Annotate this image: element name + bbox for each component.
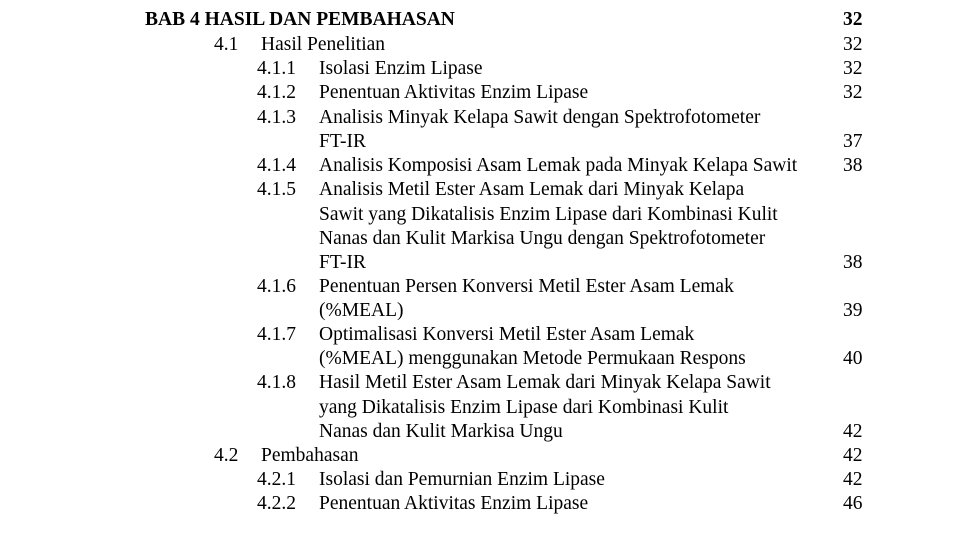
toc-entry-page: 42	[843, 445, 863, 466]
toc-entry-page: 38	[843, 252, 863, 273]
toc-entry-number: 4.1.2	[257, 82, 296, 103]
toc-entry-title-line: FT-IR	[319, 252, 366, 273]
toc-entry-number: 4.1	[214, 34, 239, 55]
toc-entry-title-line: yang Dikatalisis Enzim Lipase dari Kombinasi Kulit	[319, 397, 729, 418]
toc-entry-title-line: Penentuan Persen Konversi Metil Ester Asam Lemak	[319, 276, 734, 297]
toc-entry-title: Penentuan Aktivitas Enzim Lipase	[319, 493, 589, 514]
toc-entry-page: 39	[843, 300, 863, 321]
toc-entry-page: 46	[843, 493, 863, 514]
toc-entry-title-line: Sawit yang Dikatalisis Enzim Lipase dari Kombinasi Kulit	[319, 204, 778, 225]
toc-entry-title: Pembahasan	[261, 445, 359, 466]
toc-entry-title: Isolasi Enzim Lipase	[319, 58, 483, 79]
toc-entry-title-line: Optimalisasi Konversi Metil Ester Asam Lemak	[319, 324, 695, 345]
toc-entry-title-line: (%MEAL) menggunakan Metode Permukaan Respons	[319, 348, 746, 369]
toc-entry-page: 32	[843, 82, 863, 103]
toc-entry-title-line: Analisis Metil Ester Asam Lemak dari Minyak Kelapa	[319, 179, 745, 200]
toc-entry-page: 32	[843, 58, 863, 79]
toc-entry-title-line: FT-IR	[319, 131, 366, 152]
toc-entry-title: Hasil Penelitian	[261, 34, 386, 55]
toc-entry-page: 42	[843, 421, 863, 442]
toc-entry-number: 4.1.7	[257, 324, 296, 345]
toc-entry-title-line: Nanas dan Kulit Markisa Ungu	[319, 421, 563, 442]
toc-entry-number: 4.1.5	[257, 179, 296, 200]
toc-entry-title-line: Analisis Minyak Kelapa Sawit dengan Spektrofotometer	[319, 107, 761, 128]
toc-entry-number: 4.2.1	[257, 469, 296, 490]
toc-entry-number: 4.1.8	[257, 372, 296, 393]
toc-entry-page: 37	[843, 131, 863, 152]
toc-entry-page: 42	[843, 469, 863, 490]
toc-entry-number: 4.2	[214, 445, 239, 466]
toc-entry-number: 4.1.6	[257, 276, 296, 297]
chapter-page-number: 32	[843, 9, 863, 30]
toc-entry-page: 38	[843, 155, 863, 176]
toc-entry-title-line: (%MEAL)	[319, 300, 404, 321]
toc-entry-title: Isolasi dan Pemurnian Enzim Lipase	[319, 469, 605, 490]
chapter-title: BAB 4 HASIL DAN PEMBAHASAN	[145, 9, 455, 30]
toc-entry-page: 40	[843, 348, 863, 369]
toc-entry-number: 4.1.4	[257, 155, 296, 176]
toc-entry-number: 4.1.3	[257, 107, 296, 128]
toc-entry-title-line: Nanas dan Kulit Markisa Ungu dengan Spektrofotometer	[319, 228, 766, 249]
toc-entry-number: 4.2.2	[257, 493, 296, 514]
toc-entry-title: Penentuan Aktivitas Enzim Lipase	[319, 82, 589, 103]
toc-entry-title-line: Hasil Metil Ester Asam Lemak dari Minyak Kelapa Sawit	[319, 372, 771, 393]
toc-entry-title: Analisis Komposisi Asam Lemak pada Minyak Kelapa Sawit	[319, 155, 798, 176]
toc-entry-number: 4.1.1	[257, 58, 296, 79]
toc-entry-page: 32	[843, 34, 863, 55]
